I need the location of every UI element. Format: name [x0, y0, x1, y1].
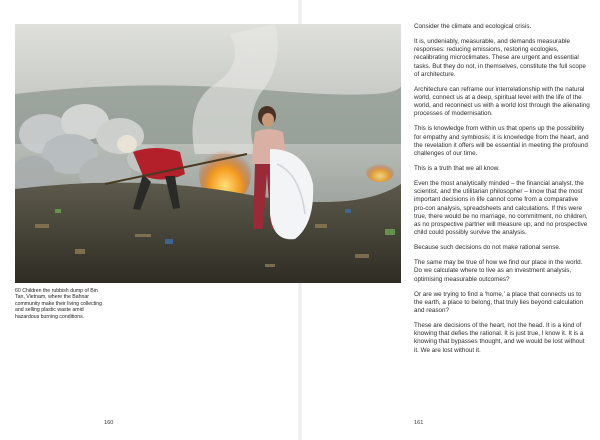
body-text-column [414, 23, 590, 362]
photo-caption: 60 Children the rubbish dump of Bin Tan, Vietnam, where the Bahnar community make their living collecting and selling plastic waste amid hazardous burning conditions. [15, 288, 103, 320]
paragraph: Or are we trying to find a ‘home,’ a place that connects us to the earth, a place to belong, that truly lies beyond calculation and reason? [414, 290, 584, 315]
paragraph: The same may be true of how we find our place in the world. Do we calculate where to live as an investment analysis, optimising measurable outcomes? [414, 259, 583, 283]
paragraph: Even the most analytically minded – the financial analyst, the scientist, and the utilitarian philosopher – know that the most important decisions in life cannot come from a comparative pro-con analysis, spreadsheets and calculations. If this were true, there would be no marriage, no commitment, no children, as no prospective partner will measure up, and no prospective child could possibly survive the analysis. [414, 180, 588, 237]
paragraph: Because such decisions do not make rational sense. [414, 244, 561, 252]
page-number-right: 161 [414, 420, 424, 426]
paragraph: This is a truth that we all know. [414, 165, 500, 173]
photo-landfill-scene [15, 24, 401, 283]
paragraph: It is, undeniably, measurable, and demands measurable responses: reducing emissions, restoring ecologies, recalibrating microclimates. These are urgent and essential tasks. But they do not, in themselves, constitute the full scope of architecture. [414, 38, 586, 78]
paragraph: Consider the climate and ecological crisis. [414, 23, 532, 30]
paragraph: These are decisions of the heart, not the head. It is a kind of knowing that defies the rational. It is just true, I know it. It is a knowing that bypasses thought, and we would be lost without it. We are lost without it. [414, 322, 585, 354]
paragraph: This is knowledge from within us that opens up the possibility for empathy and symbiosis; it is knowledge from the heart, and the revelation it offers will be essential in meeting the profound challenges of our time. [414, 125, 589, 158]
page-number-left: 160 [104, 420, 114, 426]
landfill-photo [15, 24, 401, 283]
paragraph: Architecture can reframe our interrelationship with the natural world, connect us at a deep, spiritual level with the life of the world, and reconnect us with a world lost through the alienating processes of modernisation. [414, 85, 590, 118]
